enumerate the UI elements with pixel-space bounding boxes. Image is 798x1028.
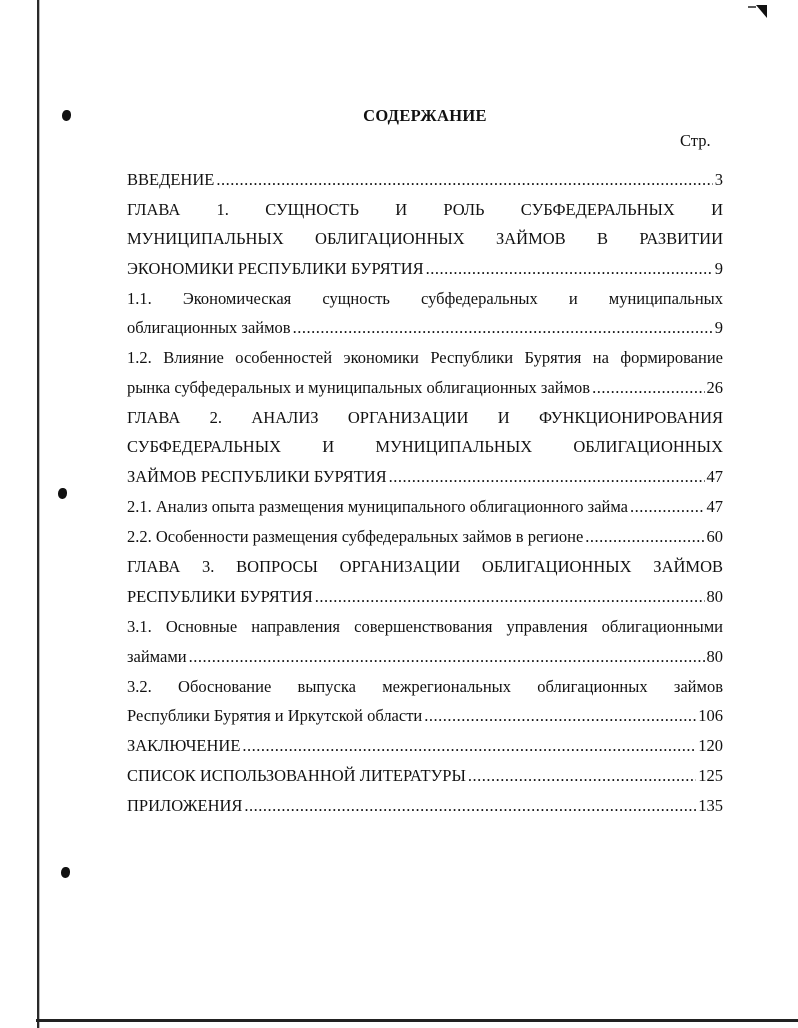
toc-line[interactable] [127, 526, 723, 548]
dot-leader [426, 258, 713, 280]
dot-leader [189, 646, 705, 668]
dot-leader [242, 735, 696, 757]
toc-text: ЗАЙМОВ РЕСПУБЛИКИ БУРЯТИЯ [127, 467, 387, 486]
toc-page-number: 3 [714, 170, 723, 189]
toc-page-number: 47 [706, 467, 723, 486]
toc-line[interactable] [127, 795, 723, 817]
toc-page-number: 135 [698, 796, 723, 815]
toc-line[interactable]: СУБФЕДЕРАЛЬНЫХ И МУНИЦИПАЛЬНЫХ ОБЛИГАЦИОННЫХ [127, 437, 723, 456]
toc-page-number: 80 [706, 587, 723, 606]
scan-corner-mark [748, 4, 768, 20]
toc-line[interactable] [127, 496, 723, 518]
toc-line[interactable] [127, 735, 723, 757]
toc-line[interactable]: МУНИЦИПАЛЬНЫХ ОБЛИГАЦИОННЫХ ЗАЙМОВ В РАЗВИТИИ [127, 229, 723, 248]
toc-text: облигационных займов [127, 318, 291, 337]
toc-line[interactable] [127, 466, 723, 488]
toc-text: 2.1. Анализ опыта размещения муниципального облигационного займа [127, 497, 628, 516]
toc-line[interactable] [127, 317, 723, 339]
dot-leader [293, 317, 713, 339]
dot-leader [592, 377, 704, 399]
toc-text: СПИСОК ИСПОЛЬЗОВАННОЙ ЛИТЕРАТУРЫ [127, 766, 466, 785]
toc-page-number: 120 [698, 736, 723, 755]
toc-page-number: 60 [706, 527, 723, 546]
toc-line[interactable] [127, 765, 723, 787]
toc-page-number: 26 [706, 378, 723, 397]
toc-line[interactable] [127, 705, 723, 727]
toc-line[interactable]: ГЛАВА 2. АНАЛИЗ ОРГАНИЗАЦИИ И ФУНКЦИОНИРОВАНИЯ [127, 408, 723, 427]
toc-line[interactable] [127, 646, 723, 668]
dot-leader [630, 496, 705, 518]
toc-page-number: 80 [706, 647, 723, 666]
toc-line[interactable] [127, 377, 723, 399]
toc-line[interactable]: ГЛАВА 3. ВОПРОСЫ ОРГАНИЗАЦИИ ОБЛИГАЦИОННЫХ ЗАЙМОВ [127, 557, 723, 576]
toc-line[interactable]: 3.2. Обоснование выпуска межрегиональных облигационных займов [127, 677, 723, 696]
toc-text: 2.2. Особенности размещения субфедеральных займов в регионе [127, 527, 584, 546]
toc-page-number: 106 [698, 706, 723, 725]
toc-page-number: 9 [714, 259, 723, 278]
toc-line[interactable]: 1.1. Экономическая сущность субфедеральных и муниципальных [127, 289, 723, 308]
dot-leader [424, 705, 696, 727]
toc-page-number: 47 [706, 497, 723, 516]
dot-leader [389, 466, 705, 488]
dot-leader [585, 526, 704, 548]
toc-text: ЭКОНОМИКИ РЕСПУБЛИКИ БУРЯТИЯ [127, 259, 424, 278]
toc-line[interactable] [127, 169, 723, 191]
scan-speck [61, 867, 70, 878]
dot-leader [468, 765, 696, 787]
toc-text: займами [127, 647, 187, 666]
toc-line[interactable] [127, 586, 723, 608]
toc-text: ВВЕДЕНИЕ [127, 170, 215, 189]
dot-leader [315, 586, 705, 608]
toc-text: рынка субфедеральных и муниципальных облигационных займов [127, 378, 591, 397]
toc-text: ЗАКЛЮЧЕНИЕ [127, 736, 241, 755]
toc-line[interactable]: ГЛАВА 1. СУЩНОСТЬ И РОЛЬ СУБФЕДЕРАЛЬНЫХ И [127, 200, 723, 219]
toc-page-number: 125 [698, 766, 723, 785]
page-title: СОДЕРЖАНИЕ [363, 106, 487, 125]
toc-page-number: 9 [714, 318, 723, 337]
toc-line[interactable] [127, 258, 723, 280]
toc-line[interactable]: 1.2. Влияние особенностей экономики Республики Бурятия на формирование [127, 348, 723, 367]
page-column-label: Стр. [680, 131, 711, 150]
toc-text: ПРИЛОЖЕНИЯ [127, 796, 243, 815]
toc-line[interactable]: 3.1. Основные направления совершенствования управления облигационными [127, 617, 723, 636]
dot-leader [216, 169, 712, 191]
scan-bottom-edge [36, 1019, 798, 1022]
scan-speck [58, 488, 67, 499]
toc-text: Республики Бурятия и Иркутской области [127, 706, 423, 725]
dot-leader [244, 795, 696, 817]
scan-margin-shadow [39, 0, 40, 1028]
toc-text: РЕСПУБЛИКИ БУРЯТИЯ [127, 587, 313, 606]
